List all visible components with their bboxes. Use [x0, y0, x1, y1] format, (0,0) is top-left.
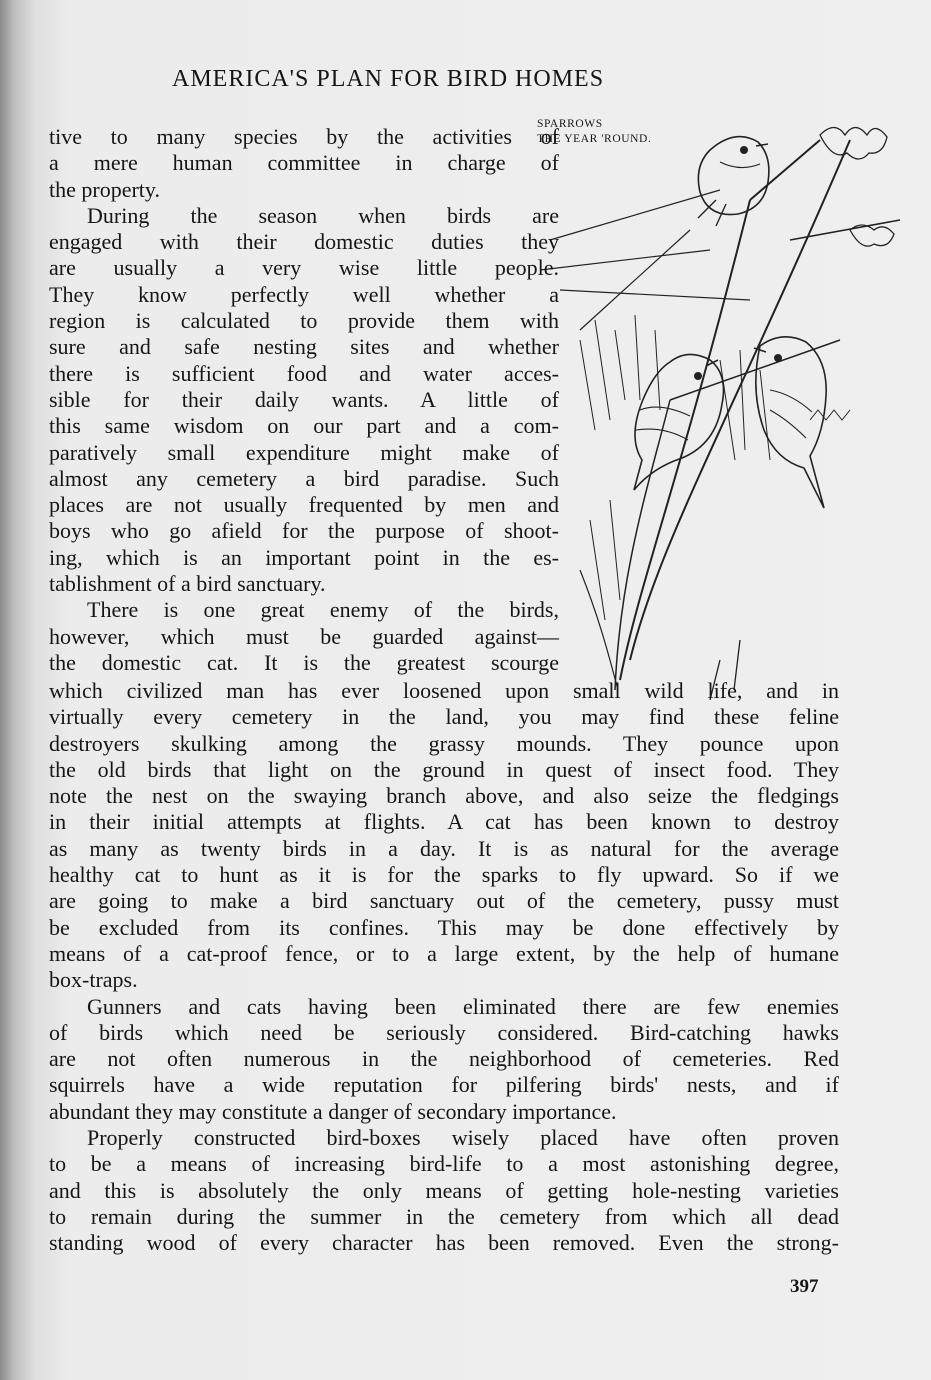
running-head: AMERICA'S PLAN FOR BIRD HOMES	[172, 66, 605, 92]
text-line: are going to make a bird sanctuary out of the cemetery, pussy must	[49, 888, 839, 914]
text-line: are not often numerous in the neighborhood of cemeteries. Red	[49, 1046, 839, 1072]
text-line: During the season when birds are	[87, 202, 559, 228]
text-line: They know perfectly well whether a	[49, 281, 559, 307]
text-line: and this is absolutely the only means of getting hole-nesting varieties	[49, 1177, 839, 1203]
text-line: as many as twenty birds in a day. It is as natural for the average	[49, 835, 839, 861]
text-line: in their initial attempts at flights. A cat has been known to destroy	[49, 809, 839, 835]
page-number: 397	[790, 1276, 819, 1297]
text-line: the property.	[49, 176, 160, 202]
text-line: means of a cat-proof fence, or to a large extent, by the help of humane	[49, 940, 839, 966]
caption-line-2: THE YEAR 'ROUND.	[537, 133, 652, 145]
text-line: sure and safe nesting sites and whether	[49, 334, 559, 360]
text-line: squirrels have a wide reputation for pilfering birds' nests, and if	[49, 1072, 839, 1098]
text-line: the old birds that light on the ground in quest of insect food. They	[49, 756, 839, 782]
text-line: to remain during the summer in the cemetery from which all dead	[49, 1203, 839, 1229]
text-line: note the nest on the swaying branch above, and also seize the fledgings	[49, 783, 839, 809]
text-line: abundant they may constitute a danger of secondary importance.	[49, 1098, 617, 1124]
text-line: be excluded from its confines. This may be done effectively by	[49, 914, 839, 940]
text-line: destroyers skulking among the grassy mounds. They pounce upon	[49, 730, 839, 756]
text-line: tive to many species by the activities of	[49, 124, 559, 149]
caption-line-1: SPARROWS	[537, 118, 603, 130]
text-line: places are not usually frequented by men and	[49, 492, 559, 518]
text-column	[49, 124, 559, 676]
text-line: ing, which is an important point in the es-	[49, 544, 559, 570]
text-line: almost any cemetery a bird paradise. Such	[49, 465, 559, 491]
text-line: however, which must be guarded against—	[49, 623, 559, 649]
text-line: virtually every cemetery in the land, you may find these feline	[49, 704, 839, 730]
text-line: Properly constructed bird-boxes wisely placed have often proven	[87, 1125, 839, 1151]
text-line: boys who go afield for the purpose of shoot-	[49, 518, 559, 544]
sparrows-illustration	[520, 100, 920, 700]
text-line: a mere human committee in charge of	[49, 150, 559, 176]
text-line: Gunners and cats having been eliminated there are few enemies	[87, 993, 839, 1019]
text-line: engaged with their domestic duties they	[49, 229, 559, 255]
text-line: paratively small expenditure might make of	[49, 439, 559, 465]
text-line: region is calculated to provide them with	[49, 308, 559, 334]
text-line: standing wood of every character has been removed. Even the strong-	[49, 1230, 839, 1256]
text-line: sible for their daily wants. A little of	[49, 386, 559, 412]
text-line: tablishment of a bird sanctuary.	[49, 571, 326, 597]
text-line: There is one great enemy of the birds,	[87, 597, 559, 623]
text-line: of birds which need be seriously considered. Bird-catching hawks	[49, 1019, 839, 1045]
text-line: there is sufficient food and water acces-	[49, 360, 559, 386]
text-full-width	[49, 678, 839, 1257]
text-line: healthy cat to hunt as it is for the sparks to fly upward. So if we	[49, 862, 839, 888]
text-line: to be a means of increasing bird-life to a most astonishing degree,	[49, 1151, 839, 1177]
text-line: the domestic cat. It is the greatest scourge	[49, 649, 559, 675]
text-line: which civilized man has ever loosened upon small wild life, and in	[49, 678, 839, 703]
text-line: this same wisdom on our part and a com-	[49, 413, 559, 439]
text-line: box-traps.	[49, 967, 138, 993]
text-line: are usually a very wise little people.	[49, 255, 559, 281]
